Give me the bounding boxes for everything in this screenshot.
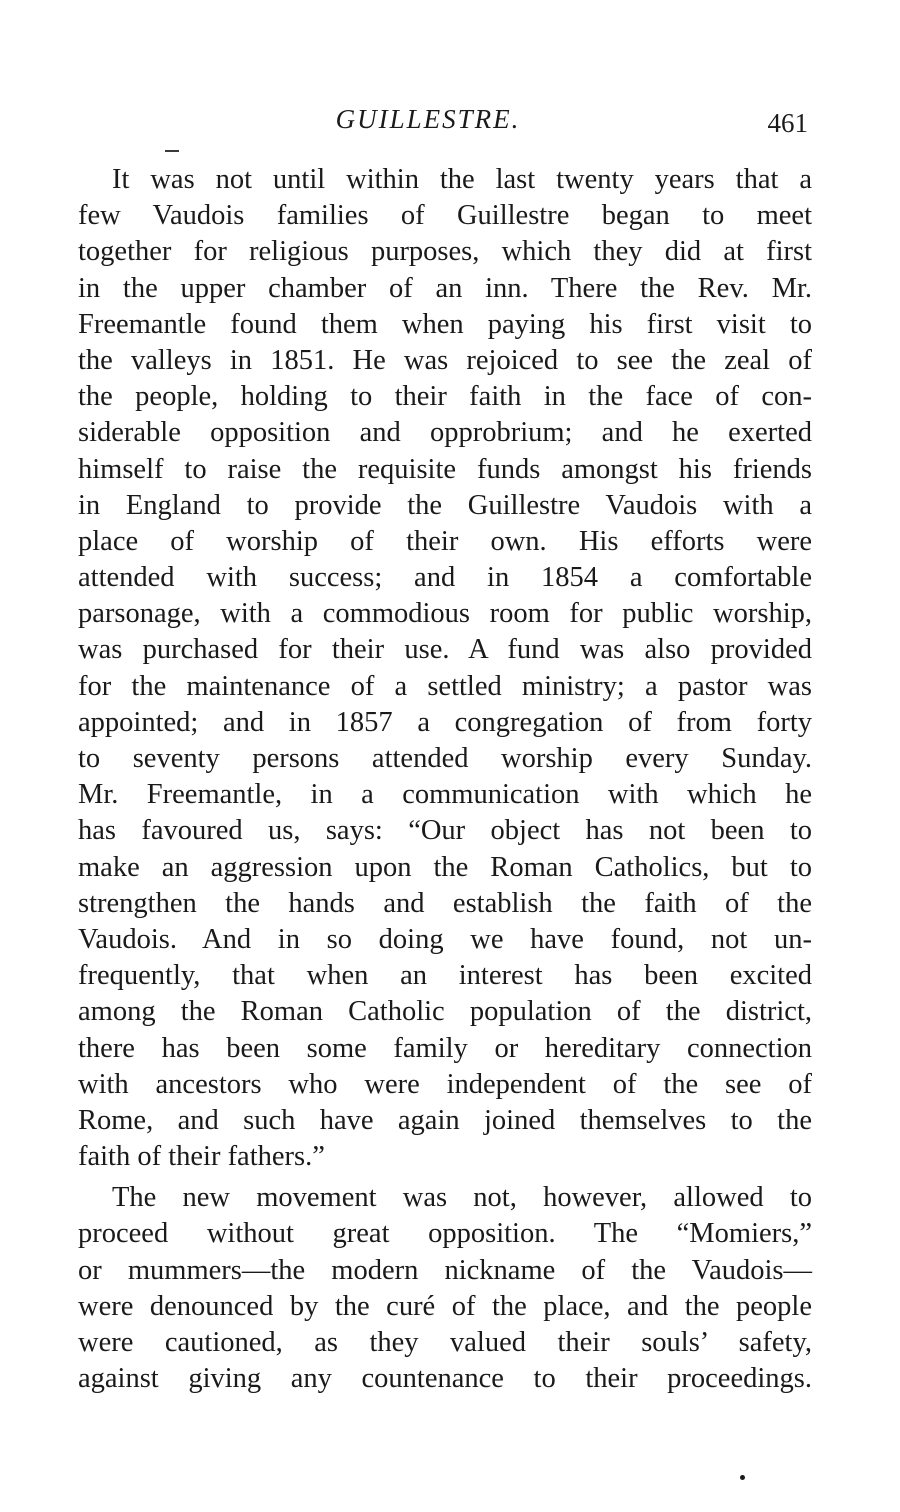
text-line: It was not until within the last twenty years that a — [112, 164, 812, 195]
text-line: in the upper chamber of an inn. There the Rev. Mr. — [78, 272, 812, 304]
text-line: against giving any countenance to their proceedings. — [78, 1363, 812, 1395]
text-line: in England to provide the Guillestre Vaudois with a — [78, 489, 812, 521]
text-line: Vaudois. And in so doing we have found, not un- — [78, 923, 812, 955]
text-line: among the Roman Catholic population of the district, — [78, 996, 812, 1028]
text-line: himself to raise the requisite funds amongst his friends — [78, 453, 812, 485]
paragraph-1 — [78, 162, 812, 1175]
text-line: the valleys in 1851. He was rejoiced to see the zeal of — [78, 344, 812, 376]
text-line: the people, holding to their faith in the face of con- — [78, 381, 812, 413]
text-line: there has been some family or hereditary connection — [78, 1032, 812, 1064]
text-line: parsonage, with a commodious room for public worship, — [78, 598, 812, 630]
text-line: few Vaudois families of Guillestre began to meet — [78, 200, 812, 232]
text-line: strengthen the hands and establish the faith of the — [78, 887, 812, 919]
text-line: place of worship of their own. His efforts were — [78, 525, 812, 557]
text-line: Freemantle found them when paying his first visit to — [78, 308, 812, 340]
text-line: appointed; and in 1857 a congregation of from forty — [78, 706, 812, 738]
text-line: has favoured us, says: “Our object has not been to — [78, 815, 812, 847]
text-line: together for religious purposes, which they did at first — [78, 236, 812, 268]
text-line: were cautioned, as they valued their souls’ safety, — [78, 1327, 812, 1358]
text-line: to seventy persons attended worship every Sunday. — [78, 743, 812, 774]
text-line: or mummers—the modern nickname of the Vaudois— — [78, 1254, 812, 1286]
text-line: proceed without great opposition. The “Momiers,” — [78, 1218, 812, 1250]
text-line: make an aggression upon the Roman Catholics, but to — [78, 851, 812, 883]
text-line: Mr. Freemantle, in a communication with which he — [78, 779, 812, 811]
running-head — [78, 100, 812, 140]
text-line: were denounced by the curé of the place, and the people — [78, 1290, 812, 1322]
print-dot — [740, 1475, 745, 1480]
text-line: was purchased for their use. A fund was also provided — [78, 634, 812, 666]
text-line: The new movement was not, however, allowed to — [112, 1182, 812, 1214]
page-number: 461 — [767, 108, 808, 138]
text-line: siderable opposition and opprobrium; and he exerted — [78, 417, 812, 449]
text-line: frequently, that when an interest has been excited — [78, 960, 812, 992]
text-line: with ancestors who were independent of the see of — [78, 1068, 812, 1100]
stray-print-mark — [165, 150, 179, 152]
text-line: attended with success; and in 1854 a comfortable — [78, 562, 812, 594]
text-line: Rome, and such have again joined themselves to the — [78, 1104, 812, 1136]
text-line: faith of their fathers.” — [78, 1141, 325, 1173]
paragraph-2 — [78, 1180, 812, 1397]
running-title: GUILLESTRE. — [335, 104, 521, 134]
body-text — [78, 162, 812, 1397]
text-line: for the maintenance of a settled ministry; a pastor was — [78, 670, 812, 702]
